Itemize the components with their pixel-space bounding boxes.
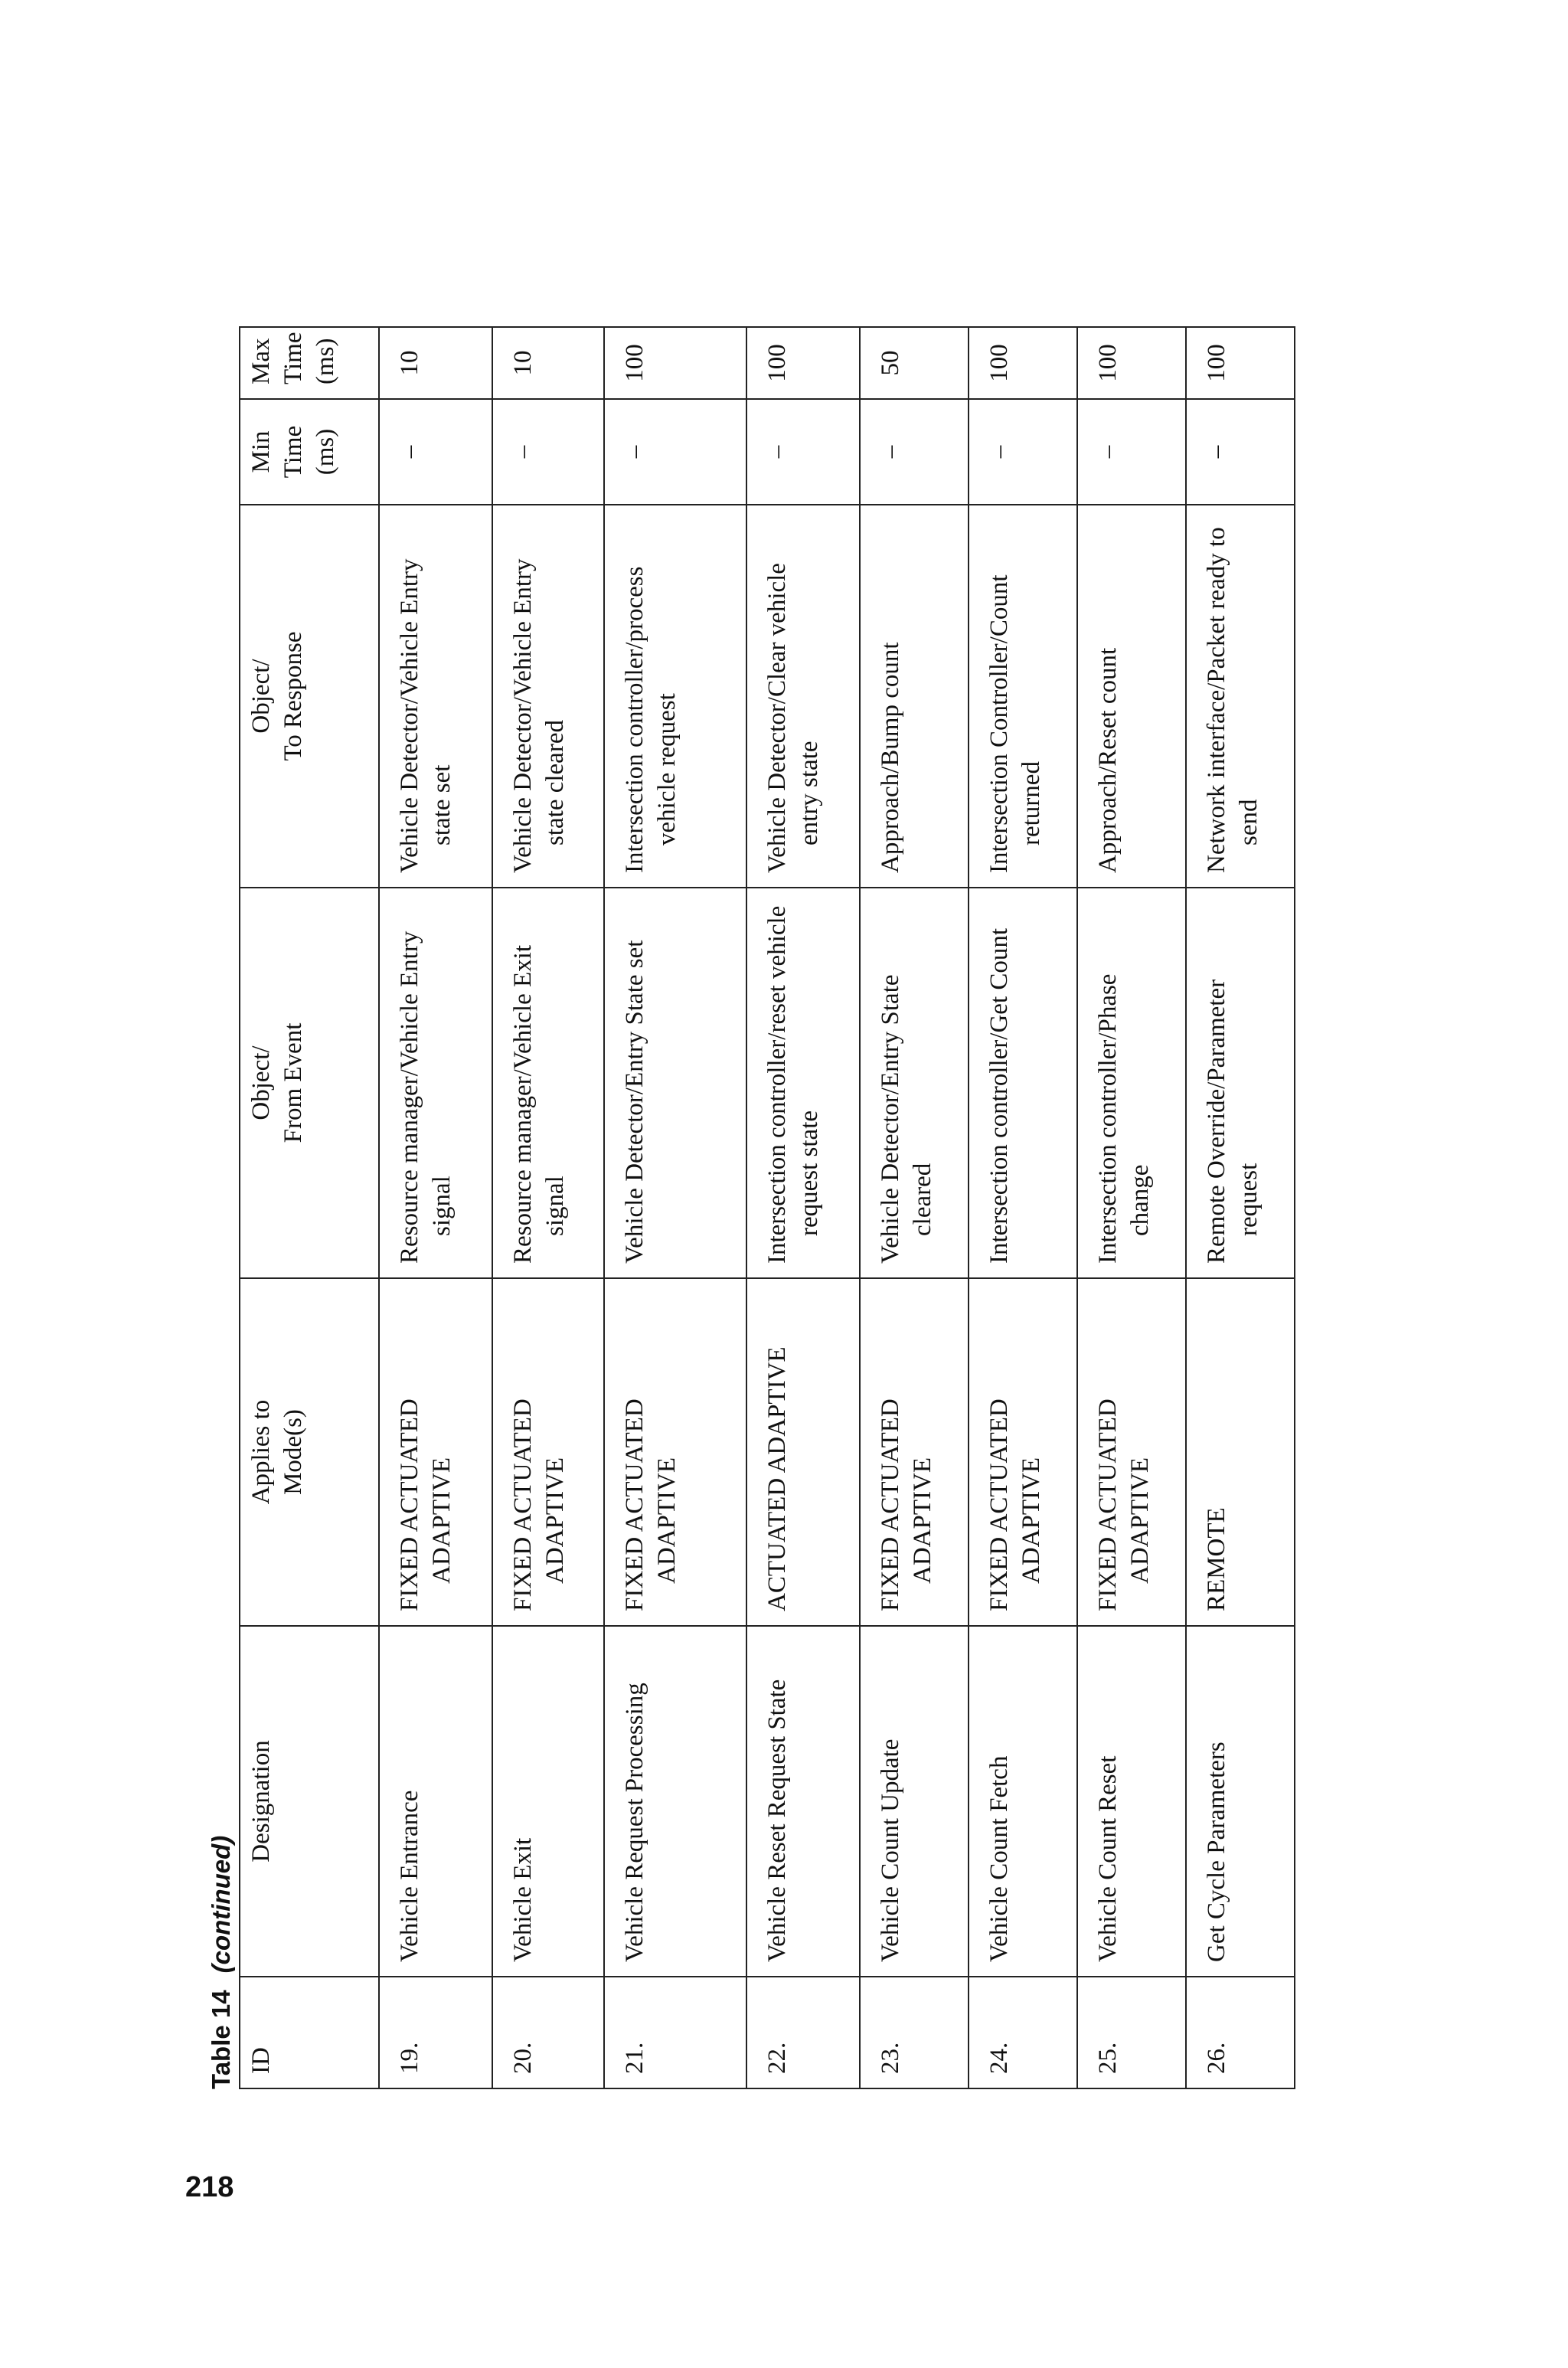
cell-designation: Vehicle Exit [492, 1626, 604, 1977]
cell-max-time: 10 [492, 327, 604, 399]
cell-min-time: – [1077, 399, 1186, 505]
cell-max-time: 100 [1186, 327, 1295, 399]
cell-designation: Vehicle Count Update [860, 1626, 969, 1977]
table-row [604, 327, 746, 2088]
table-row [969, 327, 1077, 2088]
table-row [1186, 327, 1295, 2088]
cell-min-time: – [379, 399, 492, 505]
cell-designation: Vehicle Count Fetch [969, 1626, 1077, 1977]
cell-min-time: – [969, 399, 1077, 505]
cell-modes: FIXED ACTUATED ADAPTIVE [1077, 1278, 1186, 1626]
cell-min-time: – [860, 399, 969, 505]
data-table [239, 326, 1295, 2089]
table-body [379, 327, 1295, 2088]
cell-from-event: Intersection controller/Get Count [969, 888, 1077, 1278]
cell-id: 21. [604, 1977, 746, 2088]
cell-max-time: 10 [379, 327, 492, 399]
table-row [1077, 327, 1186, 2088]
cell-id: 25. [1077, 1977, 1186, 2088]
cell-id: 26. [1186, 1977, 1295, 2088]
header-id: ID [240, 1977, 379, 2088]
header-max-time: Max Time (ms) [240, 327, 379, 399]
table-caption-continued: (continued) [207, 1835, 235, 1974]
cell-to-response: Approach/Reset count [1077, 505, 1186, 888]
cell-max-time: 100 [746, 327, 860, 399]
cell-to-response: Intersection Controller/Count returned [969, 505, 1077, 888]
cell-designation: Vehicle Reset Request State [746, 1626, 860, 1977]
cell-designation: Vehicle Entrance [379, 1626, 492, 1977]
cell-modes: FIXED ACTUATED ADAPTIVE [492, 1278, 604, 1626]
cell-modes: FIXED ACTUATED ADAPTIVE [969, 1278, 1077, 1626]
cell-min-time: – [492, 399, 604, 505]
header-designation: Designation [240, 1626, 379, 1977]
cell-to-response: Vehicle Detector/Clear vehicle entry state [746, 505, 860, 888]
cell-modes: FIXED ACTUATED ADAPTIVE [604, 1278, 746, 1626]
cell-modes: FIXED ACTUATED ADAPTIVE [379, 1278, 492, 1626]
cell-designation: Vehicle Count Reset [1077, 1626, 1186, 1977]
cell-max-time: 100 [969, 327, 1077, 399]
cell-id: 24. [969, 1977, 1077, 2088]
cell-designation: Get Cycle Parameters [1186, 1626, 1295, 1977]
table-row [379, 327, 492, 2088]
cell-min-time: – [1186, 399, 1295, 505]
cell-from-event: Vehicle Detector/Entry State cleared [860, 888, 969, 1278]
cell-id: 23. [860, 1977, 969, 2088]
cell-from-event: Intersection controller/Phase change [1077, 888, 1186, 1278]
table-row [492, 327, 604, 2088]
page-number: 218 [185, 2171, 234, 2203]
cell-to-response: Intersection controller/process vehicle request [604, 505, 746, 888]
header-min-time: Min Time (ms) [240, 399, 379, 505]
cell-from-event: Intersection controller/reset vehicle request state [746, 888, 860, 1278]
cell-from-event: Vehicle Detector/Entry State set [604, 888, 746, 1278]
cell-from-event: Resource manager/Vehicle Entry signal [379, 888, 492, 1278]
cell-to-response: Approach/Bump count [860, 505, 969, 888]
cell-from-event: Resource manager/Vehicle Exit signal [492, 888, 604, 1278]
table-caption-label: Table 14 [207, 1990, 235, 2089]
cell-min-time: – [604, 399, 746, 505]
header-applies-to: Applies to Mode(s) [240, 1278, 379, 1626]
cell-max-time: 100 [1077, 327, 1186, 399]
cell-id: 20. [492, 1977, 604, 2088]
table-caption [204, 1836, 239, 2089]
cell-to-response: Vehicle Detector/Vehicle Entry state cleared [492, 505, 604, 888]
cell-to-response: Vehicle Detector/Vehicle Entry state set [379, 505, 492, 888]
cell-id: 22. [746, 1977, 860, 2088]
rotated-table-block [204, 328, 1305, 2089]
cell-max-time: 100 [604, 327, 746, 399]
cell-min-time: – [746, 399, 860, 505]
table-row [860, 327, 969, 2088]
cell-to-response: Network interface/Packet ready to send [1186, 505, 1295, 888]
cell-modes: ACTUATED ADAPTIVE [746, 1278, 860, 1626]
cell-id: 19. [379, 1977, 492, 2088]
table-header-row [240, 327, 379, 2088]
cell-designation: Vehicle Request Processing [604, 1626, 746, 1977]
table-row [746, 327, 860, 2088]
cell-max-time: 50 [860, 327, 969, 399]
cell-modes: REMOTE [1186, 1278, 1295, 1626]
cell-from-event: Remote Override/Parameter request [1186, 888, 1295, 1278]
header-from-event: Object/ From Event [240, 888, 379, 1278]
cell-modes: FIXED ACTUATED ADAPTIVE [860, 1278, 969, 1626]
header-to-response: Object/ To Response [240, 505, 379, 888]
